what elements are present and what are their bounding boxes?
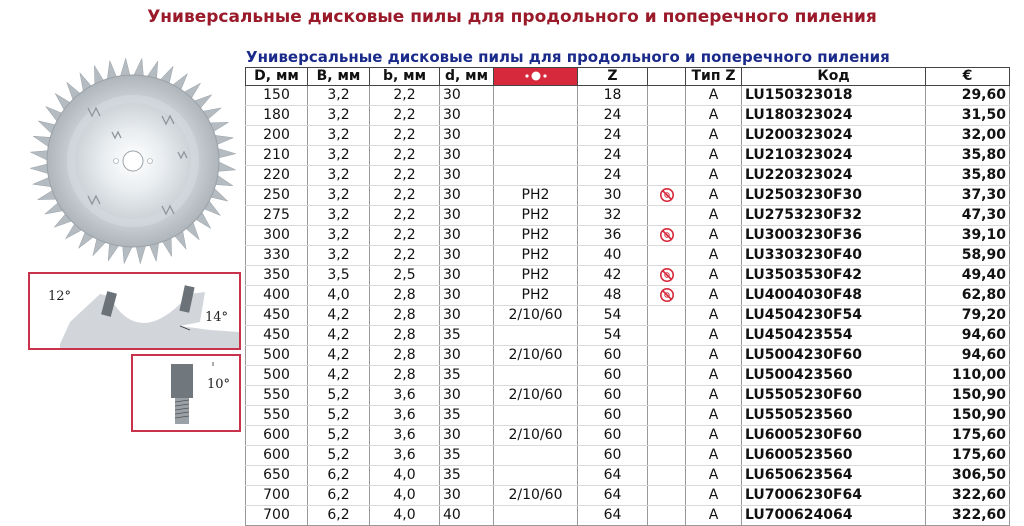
cell-tooth-type: A — [686, 86, 742, 106]
table-row — [246, 326, 1010, 346]
rake-angle-label: 12° — [48, 289, 72, 304]
cell-price: 58,90 — [926, 246, 1010, 266]
header-pin-holes — [494, 68, 578, 86]
cell-price: 29,60 — [926, 86, 1010, 106]
header-tooth-type: Тип Z — [686, 68, 742, 86]
cell-code: LU210323024 — [742, 146, 926, 166]
cell-price: 306,50 — [926, 466, 1010, 486]
header-width: B, мм — [308, 68, 370, 86]
cell-diameter: 400 — [246, 286, 308, 306]
cell-body-thickness: 4,0 — [370, 506, 440, 526]
cell-teeth: 60 — [578, 406, 648, 426]
table-row — [246, 386, 1010, 406]
cell-pin-holes — [494, 326, 578, 346]
cell-teeth: 42 — [578, 266, 648, 286]
cell-code: LU450423554 — [742, 326, 926, 346]
cell-teeth: 60 — [578, 386, 648, 406]
cell-code: LU650623564 — [742, 466, 926, 486]
cell-price: 175,60 — [926, 446, 1010, 466]
cell-body-thickness: 3,6 — [370, 426, 440, 446]
cell-tooth-type: A — [686, 206, 742, 226]
cell-pin-holes: 2/10/60 — [494, 386, 578, 406]
cell-tooth-type: A — [686, 126, 742, 146]
cell-pin-holes: 2/10/60 — [494, 306, 578, 326]
table-row — [246, 106, 1010, 126]
cell-tooth-type: A — [686, 166, 742, 186]
cell-tooth-type: A — [686, 306, 742, 326]
cell-tooth-type: A — [686, 186, 742, 206]
cell-code: LU5505230F60 — [742, 386, 926, 406]
cell-diameter: 450 — [246, 306, 308, 326]
cell-teeth: 64 — [578, 486, 648, 506]
cell-pin-holes: PH2 — [494, 266, 578, 286]
cell-symbol — [648, 126, 686, 146]
cell-teeth: 54 — [578, 306, 648, 326]
cell-code: LU2503230F30 — [742, 186, 926, 206]
page-title: Универсальные дисковые пилы для продольного и поперечного пиления — [147, 7, 877, 27]
cell-teeth: 40 — [578, 246, 648, 266]
cell-price: 322,60 — [926, 506, 1010, 526]
cell-bore: 30 — [440, 386, 494, 406]
cell-teeth: 32 — [578, 206, 648, 226]
cell-code: LU5004230F60 — [742, 346, 926, 366]
header-body-thickness: b, мм — [370, 68, 440, 86]
cell-teeth: 24 — [578, 106, 648, 126]
cell-body-thickness: 2,8 — [370, 286, 440, 306]
cell-width: 5,2 — [308, 446, 370, 466]
cell-pin-holes: 2/10/60 — [494, 426, 578, 446]
cell-body-thickness: 2,8 — [370, 346, 440, 366]
cell-width: 5,2 — [308, 426, 370, 446]
table-row — [246, 426, 1010, 446]
table-row — [246, 346, 1010, 366]
cell-body-thickness: 4,0 — [370, 466, 440, 486]
cell-diameter: 600 — [246, 426, 308, 446]
cell-tooth-type: A — [686, 266, 742, 286]
cell-width: 4,0 — [308, 286, 370, 306]
cell-price: 32,00 — [926, 126, 1010, 146]
cell-diameter: 275 — [246, 206, 308, 226]
cell-price: 322,60 — [926, 486, 1010, 506]
cell-code: LU600523560 — [742, 446, 926, 466]
cell-body-thickness: 2,2 — [370, 146, 440, 166]
cell-width: 5,2 — [308, 406, 370, 426]
no-sign-icon — [659, 267, 675, 283]
cell-tooth-type: A — [686, 406, 742, 426]
cell-symbol — [648, 286, 686, 306]
cell-body-thickness: 2,2 — [370, 206, 440, 226]
cell-symbol — [648, 266, 686, 286]
cell-bore: 35 — [440, 406, 494, 426]
cell-teeth: 64 — [578, 506, 648, 526]
cell-code: LU150323018 — [742, 86, 926, 106]
cell-code: LU3303230F40 — [742, 246, 926, 266]
cell-symbol — [648, 466, 686, 486]
cell-code: LU700624064 — [742, 506, 926, 526]
cell-code: LU4004030F48 — [742, 286, 926, 306]
cell-price: 47,30 — [926, 206, 1010, 226]
header-code: Код — [742, 68, 926, 86]
cell-pin-holes — [494, 126, 578, 146]
cell-bore: 30 — [440, 306, 494, 326]
cell-width: 3,2 — [308, 206, 370, 226]
no-sign-icon — [659, 227, 675, 243]
cell-tooth-type: A — [686, 146, 742, 166]
cell-pin-holes: PH2 — [494, 186, 578, 206]
table-row — [246, 306, 1010, 326]
table-row — [246, 486, 1010, 506]
cell-code: LU6005230F60 — [742, 426, 926, 446]
cell-pin-holes — [494, 106, 578, 126]
cell-teeth: 18 — [578, 86, 648, 106]
header-price: € — [926, 68, 1010, 86]
cell-diameter: 550 — [246, 406, 308, 426]
cell-body-thickness: 2,2 — [370, 226, 440, 246]
cell-symbol — [648, 206, 686, 226]
cell-pin-holes — [494, 166, 578, 186]
cell-pin-holes: PH2 — [494, 226, 578, 246]
cell-width: 5,2 — [308, 386, 370, 406]
cell-bore: 30 — [440, 146, 494, 166]
table-row — [246, 206, 1010, 226]
header-teeth: Z — [578, 68, 648, 86]
cell-width: 3,2 — [308, 86, 370, 106]
table-row — [246, 366, 1010, 386]
cell-tooth-type: A — [686, 506, 742, 526]
cell-price: 175,60 — [926, 426, 1010, 446]
cell-symbol — [648, 106, 686, 126]
cell-tooth-type: A — [686, 226, 742, 246]
cell-bore: 30 — [440, 486, 494, 506]
cell-bore: 35 — [440, 326, 494, 346]
cell-body-thickness: 2,8 — [370, 366, 440, 386]
cell-bore: 35 — [440, 446, 494, 466]
cell-tooth-type: A — [686, 346, 742, 366]
cell-pin-holes — [494, 406, 578, 426]
cell-diameter: 150 — [246, 86, 308, 106]
no-sign-icon — [659, 187, 675, 203]
cell-tooth-type: A — [686, 466, 742, 486]
cell-diameter: 210 — [246, 146, 308, 166]
cell-diameter: 180 — [246, 106, 308, 126]
cell-price: 79,20 — [926, 306, 1010, 326]
cell-diameter: 350 — [246, 266, 308, 286]
cell-width: 6,2 — [308, 466, 370, 486]
cell-symbol — [648, 426, 686, 446]
cell-diameter: 500 — [246, 366, 308, 386]
cell-tooth-type: A — [686, 486, 742, 506]
table-row — [246, 466, 1010, 486]
cell-symbol — [648, 406, 686, 426]
cell-price: 49,40 — [926, 266, 1010, 286]
cell-symbol — [648, 386, 686, 406]
cell-width: 3,2 — [308, 246, 370, 266]
cell-body-thickness: 4,0 — [370, 486, 440, 506]
cell-tooth-type: A — [686, 286, 742, 306]
cell-symbol — [648, 506, 686, 526]
cell-symbol — [648, 226, 686, 246]
cell-diameter: 330 — [246, 246, 308, 266]
cell-tooth-type: A — [686, 446, 742, 466]
cell-pin-holes — [494, 86, 578, 106]
cell-body-thickness: 3,6 — [370, 386, 440, 406]
cell-body-thickness: 2,8 — [370, 326, 440, 346]
cell-symbol — [648, 166, 686, 186]
cell-symbol — [648, 486, 686, 506]
cell-tooth-type: A — [686, 426, 742, 446]
cell-body-thickness: 2,2 — [370, 126, 440, 146]
cell-teeth: 60 — [578, 446, 648, 466]
cell-tooth-type: A — [686, 386, 742, 406]
cell-bore: 30 — [440, 226, 494, 246]
cell-width: 6,2 — [308, 506, 370, 526]
cell-diameter: 250 — [246, 186, 308, 206]
cell-price: 31,50 — [926, 106, 1010, 126]
cell-pin-holes — [494, 466, 578, 486]
cell-body-thickness: 2,2 — [370, 86, 440, 106]
side-angle-label: 10° — [207, 377, 231, 392]
cell-width: 3,2 — [308, 126, 370, 146]
cell-code: LU2753230F32 — [742, 206, 926, 226]
cell-code: LU3003230F36 — [742, 226, 926, 246]
cell-bore: 30 — [440, 186, 494, 206]
cell-width: 4,2 — [308, 366, 370, 386]
no-sign-icon — [659, 287, 675, 303]
table-row — [246, 126, 1010, 146]
cell-diameter: 550 — [246, 386, 308, 406]
cell-symbol — [648, 86, 686, 106]
cell-body-thickness: 3,6 — [370, 446, 440, 466]
cell-width: 4,2 — [308, 346, 370, 366]
cell-code: LU7006230F64 — [742, 486, 926, 506]
cell-price: 37,30 — [926, 186, 1010, 206]
cell-width: 3,2 — [308, 106, 370, 126]
cell-teeth: 36 — [578, 226, 648, 246]
cell-teeth: 60 — [578, 346, 648, 366]
pin-hole-icon — [521, 70, 551, 82]
saw-blade-image — [28, 56, 238, 266]
cell-teeth: 24 — [578, 126, 648, 146]
cell-teeth: 30 — [578, 186, 648, 206]
cell-symbol — [648, 326, 686, 346]
cell-body-thickness: 2,2 — [370, 186, 440, 206]
cell-price: 150,90 — [926, 406, 1010, 426]
cell-diameter: 200 — [246, 126, 308, 146]
cell-diameter: 500 — [246, 346, 308, 366]
cell-pin-holes: PH2 — [494, 286, 578, 306]
cell-width: 4,2 — [308, 326, 370, 346]
cell-diameter: 300 — [246, 226, 308, 246]
table-row — [246, 86, 1010, 106]
table-row — [246, 446, 1010, 466]
cell-body-thickness: 2,2 — [370, 246, 440, 266]
cell-pin-holes — [494, 146, 578, 166]
cell-diameter: 600 — [246, 446, 308, 466]
header-bore: d, мм — [440, 68, 494, 86]
table-row — [246, 506, 1010, 526]
table-header-row — [246, 68, 1010, 86]
cell-code: LU4504230F54 — [742, 306, 926, 326]
cell-bore: 40 — [440, 506, 494, 526]
cell-bore: 30 — [440, 86, 494, 106]
table-row — [246, 286, 1010, 306]
cell-width: 3,2 — [308, 226, 370, 246]
table-row — [246, 226, 1010, 246]
cell-body-thickness: 3,6 — [370, 406, 440, 426]
clearance-angle-label: 14° — [205, 310, 229, 325]
table-row — [246, 146, 1010, 166]
cell-price: 110,00 — [926, 366, 1010, 386]
cell-body-thickness: 2,5 — [370, 266, 440, 286]
cell-bore: 30 — [440, 166, 494, 186]
cell-price: 62,80 — [926, 286, 1010, 306]
cell-teeth: 64 — [578, 466, 648, 486]
cell-pin-holes — [494, 506, 578, 526]
cell-bore: 35 — [440, 366, 494, 386]
cell-symbol — [648, 246, 686, 266]
cell-width: 3,2 — [308, 166, 370, 186]
cell-teeth: 24 — [578, 166, 648, 186]
cell-bore: 30 — [440, 346, 494, 366]
cell-price: 39,10 — [926, 226, 1010, 246]
cell-tooth-type: A — [686, 366, 742, 386]
cell-price: 150,90 — [926, 386, 1010, 406]
cell-body-thickness: 2,2 — [370, 166, 440, 186]
cell-teeth: 60 — [578, 426, 648, 446]
cell-bore: 30 — [440, 426, 494, 446]
cell-symbol — [648, 146, 686, 166]
cell-diameter: 700 — [246, 486, 308, 506]
cell-price: 94,60 — [926, 326, 1010, 346]
cell-code: LU3503530F42 — [742, 266, 926, 286]
cell-bore: 30 — [440, 286, 494, 306]
cell-symbol — [648, 446, 686, 466]
table-row — [246, 246, 1010, 266]
cell-body-thickness: 2,2 — [370, 106, 440, 126]
cell-pin-holes: PH2 — [494, 246, 578, 266]
cell-code: LU180323024 — [742, 106, 926, 126]
cell-width: 6,2 — [308, 486, 370, 506]
cell-bore: 30 — [440, 206, 494, 226]
cell-symbol — [648, 366, 686, 386]
cell-width: 3,2 — [308, 146, 370, 166]
table-row — [246, 406, 1010, 426]
cell-teeth: 48 — [578, 286, 648, 306]
cell-bore: 30 — [440, 246, 494, 266]
cell-diameter: 450 — [246, 326, 308, 346]
cell-teeth: 54 — [578, 326, 648, 346]
cell-diameter: 650 — [246, 466, 308, 486]
cell-code: LU200323024 — [742, 126, 926, 146]
header-symbol — [648, 68, 686, 86]
cell-symbol — [648, 306, 686, 326]
cell-bore: 30 — [440, 106, 494, 126]
cell-diameter: 700 — [246, 506, 308, 526]
cell-teeth: 60 — [578, 366, 648, 386]
cell-code: LU500423560 — [742, 366, 926, 386]
cell-tooth-type: A — [686, 326, 742, 346]
cell-price: 35,80 — [926, 146, 1010, 166]
cell-teeth: 24 — [578, 146, 648, 166]
cell-symbol — [648, 346, 686, 366]
cell-width: 4,2 — [308, 306, 370, 326]
header-diameter: D, мм — [246, 68, 308, 86]
table-title: Универсальные дисковые пилы для продольного и поперечного пиления — [246, 48, 890, 66]
cell-tooth-type: A — [686, 106, 742, 126]
cell-diameter: 220 — [246, 166, 308, 186]
cell-pin-holes — [494, 446, 578, 466]
table-row — [246, 166, 1010, 186]
cell-width: 3,2 — [308, 186, 370, 206]
cell-code: LU550523560 — [742, 406, 926, 426]
cell-pin-holes: PH2 — [494, 206, 578, 226]
cell-body-thickness: 2,8 — [370, 306, 440, 326]
table-row — [246, 266, 1010, 286]
cell-width: 3,5 — [308, 266, 370, 286]
cell-bore: 30 — [440, 126, 494, 146]
cell-pin-holes: 2/10/60 — [494, 346, 578, 366]
price-table — [245, 67, 1010, 526]
cell-bore: 35 — [440, 466, 494, 486]
cell-pin-holes — [494, 366, 578, 386]
tooth-angle-detail — [28, 272, 241, 350]
cell-bore: 30 — [440, 266, 494, 286]
cell-price: 35,80 — [926, 166, 1010, 186]
cell-pin-holes: 2/10/60 — [494, 486, 578, 506]
cell-code: LU220323024 — [742, 166, 926, 186]
cell-price: 94,60 — [926, 346, 1010, 366]
cell-tooth-type: A — [686, 246, 742, 266]
cell-symbol — [648, 186, 686, 206]
side-angle-detail — [131, 354, 241, 432]
table-row — [246, 186, 1010, 206]
